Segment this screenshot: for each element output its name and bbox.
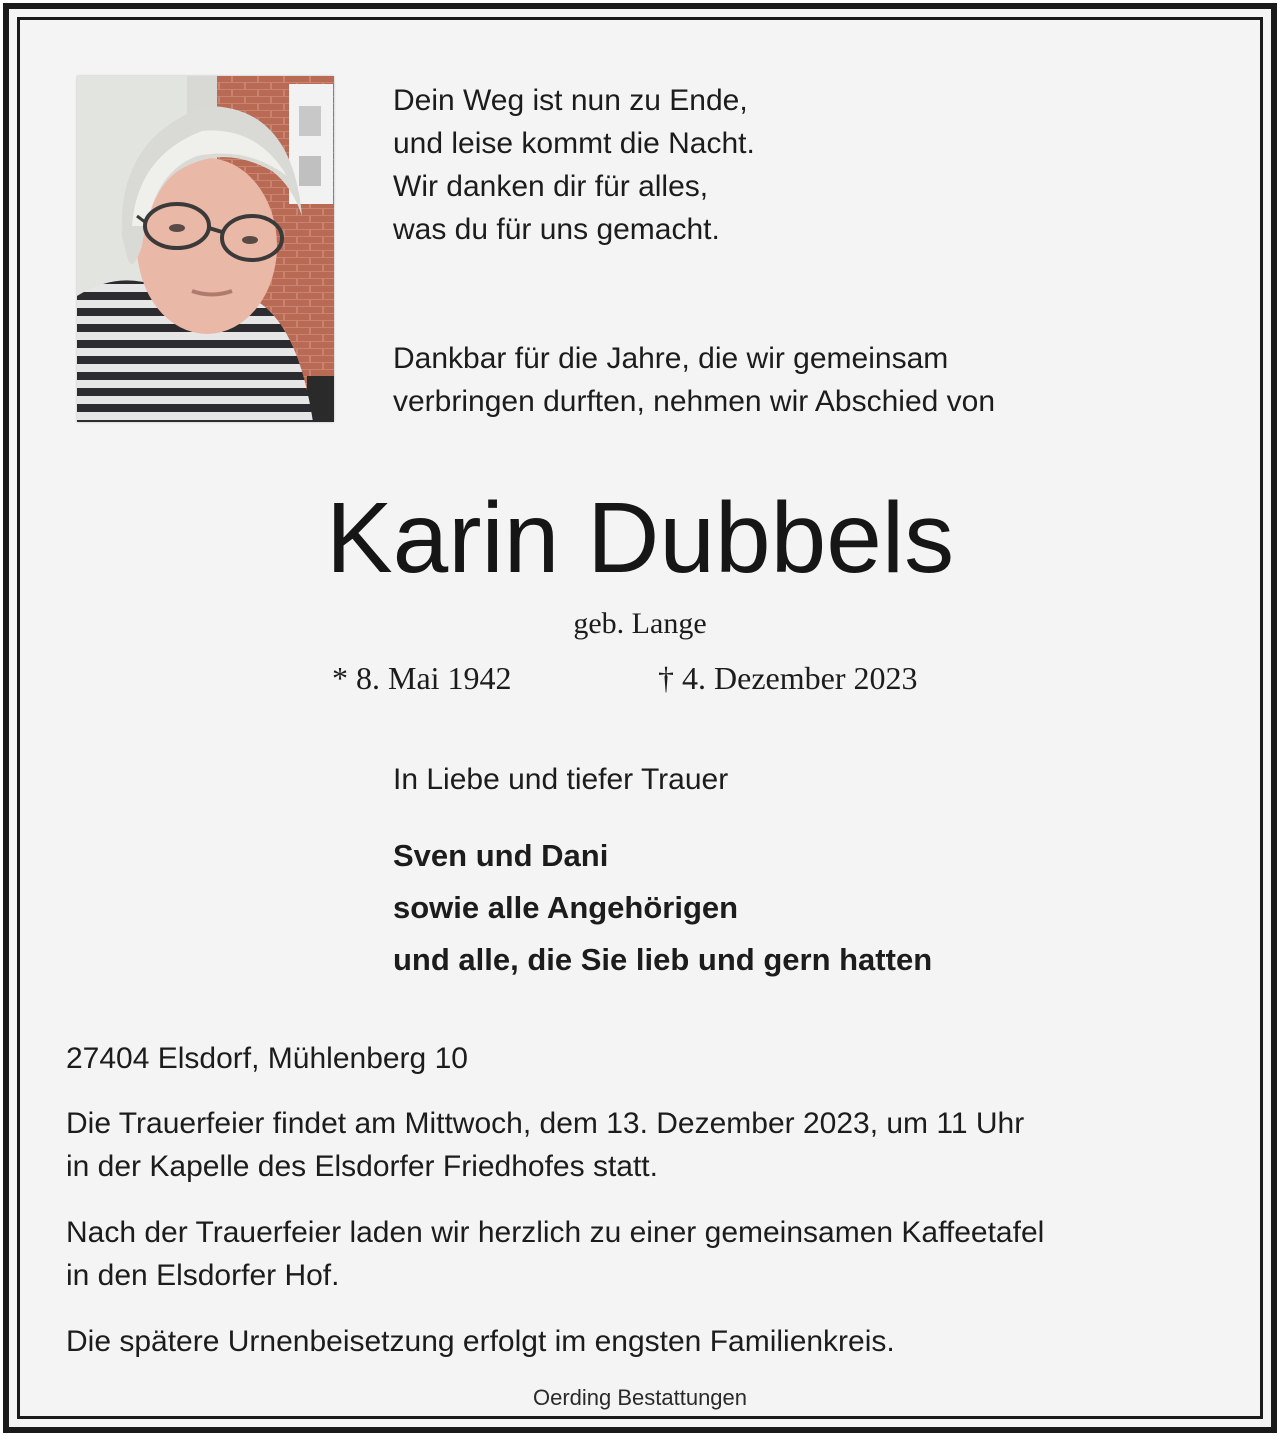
mourner-line: Sven und Dani [393,838,609,873]
intro-text [393,337,995,423]
poem [393,79,755,251]
mourner-line: sowie alle Angehörigen [393,890,739,925]
poem-line: was du für uns gemacht. [393,213,720,246]
maiden-name: geb. Lange [573,607,707,640]
intro-line: verbringen durften, nehmen wir Abschied von [393,385,996,418]
mourner-line: und alle, die Sie lieb und gern hatten [393,942,933,977]
burial-paragraph [66,1320,1226,1363]
grief-line: In Liebe und tiefer Trauer [393,763,729,796]
poem-line: und leise kommt die Nacht. [393,127,755,160]
paragraph-line: Die spätere Urnenbeisetzung erfolgt im engsten Familienkreis. [66,1325,895,1358]
intro-line: Dankbar für die Jahre, die wir gemeinsam [393,342,949,375]
paragraph-line: Die Trauerfeier findet am Mittwoch, dem 13. Dezember 2023, um 11 Uhr [66,1107,1025,1140]
paragraph-line: in der Kapelle des Elsdorfer Friedhofes statt. [66,1150,658,1183]
death-date: † 4. Dezember 2023 [658,660,918,696]
paragraph-line: in den Elsdorfer Hof. [66,1259,340,1292]
poem-line: Dein Weg ist nun zu Ende, [393,84,748,117]
deceased-name: Karin Dubbels [325,482,955,594]
address: 27404 Elsdorf, Mühlenberg 10 [66,1042,468,1075]
service-paragraph [66,1102,1226,1188]
reception-paragraph [66,1211,1226,1297]
portrait-photo [77,76,334,422]
poem-line: Wir danken dir für alles, [393,170,709,203]
mourners [393,830,932,986]
birth-date: * 8. Mai 1942 [332,660,512,696]
funeral-home: Oerding Bestattungen [532,1385,748,1410]
paragraph-line: Nach der Trauerfeier laden wir herzlich zu einer gemeinsamen Kaffeetafel [66,1216,1045,1249]
